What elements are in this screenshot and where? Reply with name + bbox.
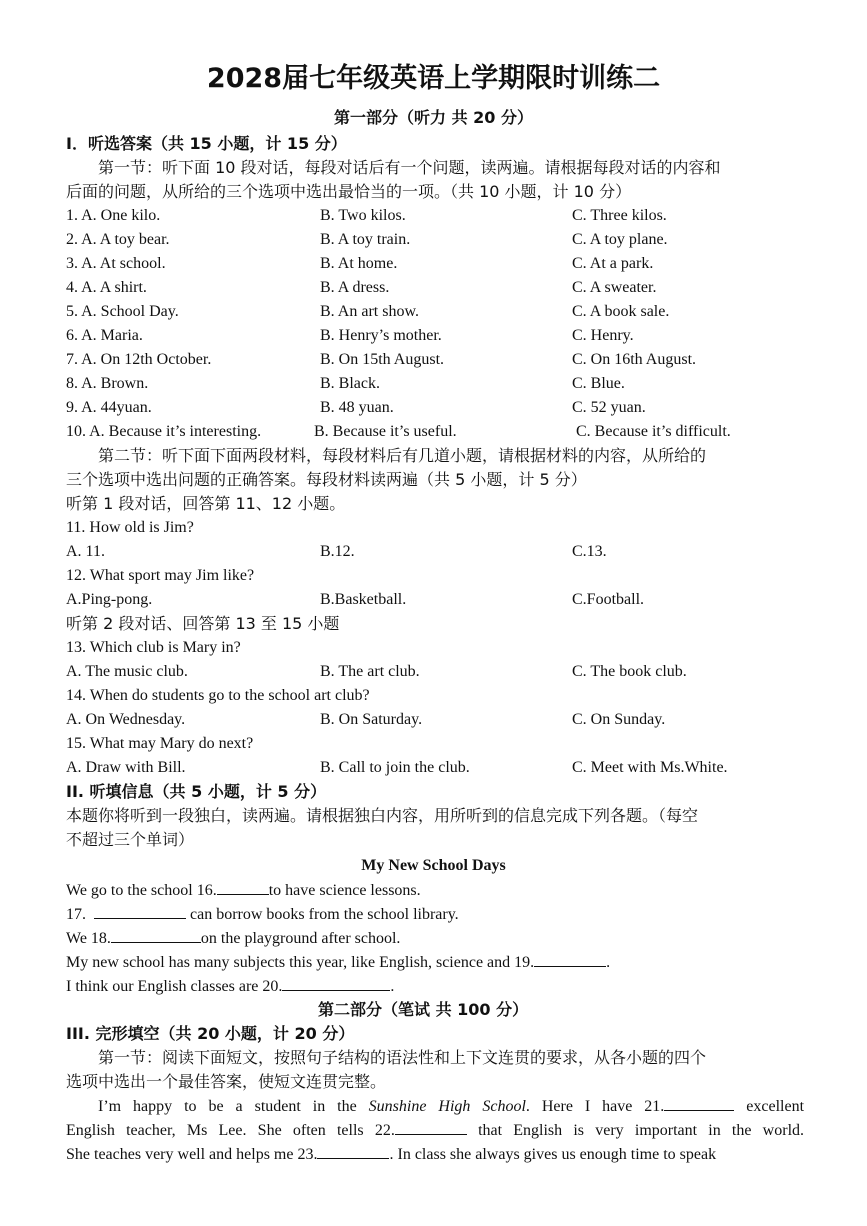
cloze-text: I’m happy to be a student in the	[98, 1098, 357, 1115]
option-b: B. Because it’s useful.	[314, 423, 457, 440]
section-i-part1-intro-1: 第一节：听下面 10 段对话，每段对话后有一个问题，读两遍。请根据每段对话的内容和	[98, 158, 721, 177]
option-b: B. A dress.	[320, 279, 390, 296]
option-c: C. 52 yuan.	[572, 399, 646, 416]
passage-title: My New School Days	[361, 857, 506, 874]
option-a: A. Draw with Bill.	[66, 759, 186, 776]
option-c: C. A toy plane.	[572, 231, 668, 248]
question-12: 12. What sport may Jim like?	[66, 567, 255, 584]
option-a: 8. A. Brown.	[66, 375, 149, 392]
option-c: C.13.	[572, 543, 607, 560]
option-c: C. Blue.	[572, 375, 625, 392]
section-iii-intro-1: 第一节：阅读下面短文，按照句子结构的语法性和上下文连贯的要求，从各小题的四个	[98, 1048, 707, 1067]
section-ii-intro-2: 不超过三个单词）	[66, 830, 195, 849]
fill-19-post: .	[606, 954, 611, 971]
section-ii-heading: II. 听填信息（共 5 小题，计 5 分）	[66, 782, 327, 801]
option-c: C. Three kilos.	[572, 207, 667, 224]
option-a: A. On Wednesday.	[66, 711, 186, 728]
answer-blank-23[interactable]	[317, 1144, 389, 1159]
option-b: B. On 15th August.	[320, 351, 445, 368]
fill-17-post: can borrow books from the school library.	[190, 906, 459, 923]
cloze-line-1	[66, 1096, 804, 1117]
question-11: 11. How old is Jim?	[66, 519, 194, 536]
cloze-line-3	[66, 1144, 804, 1165]
cloze-text: She teaches very well and helps me 23.	[66, 1146, 318, 1163]
question-13: 13. Which club is Mary in?	[66, 639, 241, 656]
option-c: C. At a park.	[572, 255, 654, 272]
section-iii-heading: III. 完形填空（共 20 小题，计 20 分）	[66, 1024, 355, 1043]
part2-header: 第二部分（笔试 共 100 分）	[318, 1000, 529, 1019]
option-c: C. A book sale.	[572, 303, 670, 320]
answer-blank-16[interactable]	[217, 880, 269, 895]
option-a: A. 11.	[66, 543, 105, 560]
fill-20	[66, 976, 394, 997]
cloze-line-2	[66, 1120, 804, 1141]
answer-blank-17[interactable]	[94, 904, 186, 919]
option-c: C. Meet with Ms.White.	[572, 759, 728, 776]
option-b: B.12.	[320, 543, 355, 560]
fill-20-pre: I think our English classes are 20.	[66, 978, 283, 995]
option-c: C.Football.	[572, 591, 645, 608]
cloze-text: English teacher, Ms Lee. She often tells 22.	[66, 1122, 395, 1139]
option-b: B. The art club.	[320, 663, 420, 680]
option-a: 5. A. School Day.	[66, 303, 179, 320]
answer-blank-21[interactable]	[664, 1096, 734, 1111]
fill-19	[66, 952, 610, 973]
fill-20-post: .	[390, 978, 395, 995]
segment-1-label: 听第 1 段对话，回答第 11、12 小题。	[66, 494, 346, 513]
option-b: B. Two kilos.	[320, 207, 406, 224]
fill-17-pre: 17.	[66, 906, 86, 923]
option-b: B. At home.	[320, 255, 398, 272]
option-a: 6. A. Maria.	[66, 327, 143, 344]
option-a: 2. A. A toy bear.	[66, 231, 170, 248]
section-i-heading: I．听选答案（共 15 小题，计 15 分）	[66, 134, 347, 153]
fill-16-pre: We go to the school 16.	[66, 882, 217, 899]
option-a: A.Ping-pong.	[66, 591, 153, 608]
section-i-part2-intro-1: 第二节：听下面下面两段材料，每段材料后有几道小题，请根据材料的内容，从所给的	[98, 446, 707, 465]
option-a: 9. A. 44yuan.	[66, 399, 152, 416]
answer-blank-19[interactable]	[534, 952, 606, 967]
option-b: B.Basketball.	[320, 591, 407, 608]
option-a: A. The music club.	[66, 663, 188, 680]
option-c: C. On 16th August.	[572, 351, 697, 368]
option-b: B. Black.	[320, 375, 380, 392]
fill-17	[66, 904, 459, 925]
answer-blank-20[interactable]	[282, 976, 390, 991]
section-ii-intro-1: 本题你将听到一段独白，读两遍。请根据独白内容，用所听到的信息完成下列各题。（每空	[66, 806, 699, 825]
section-i-part1-intro-2: 后面的问题，从所给的三个选项中选出最恰当的一项。（共 10 小题，计 10 分）	[66, 182, 632, 201]
answer-blank-22[interactable]	[395, 1120, 467, 1135]
option-c: C. On Sunday.	[572, 711, 666, 728]
option-a: 7. A. On 12th October.	[66, 351, 212, 368]
fill-18-post: on the playground after school.	[200, 930, 401, 947]
fill-16-post: to have science lessons.	[268, 882, 421, 899]
fill-16	[66, 880, 421, 901]
option-b: B. Henry’s mother.	[320, 327, 442, 344]
cloze-text: excellent	[746, 1098, 805, 1115]
option-c: C. A sweater.	[572, 279, 657, 296]
option-b: B. On Saturday.	[320, 711, 423, 728]
question-15: 15. What may Mary do next?	[66, 735, 254, 752]
answer-blank-18[interactable]	[111, 928, 201, 943]
section-iii-intro-2: 选项中选出一个最佳答案，使短文连贯完整。	[66, 1072, 387, 1091]
fill-19-pre: My new school has many subjects this year, like English, science and 19.	[66, 954, 535, 971]
cloze-text: that English is very important in the world.	[478, 1122, 805, 1139]
option-a: 1. A. One kilo.	[66, 207, 161, 224]
option-c: C. Henry.	[572, 327, 634, 344]
page-title: 2028届七年级英语上学期限时训练二	[206, 63, 661, 94]
cloze-text: . In class she always gives us enough time to speak	[389, 1146, 717, 1163]
option-c: C. Because it’s difficult.	[576, 423, 731, 440]
section-i-part2-intro-2: 三个选项中选出问题的正确答案。每段材料读两遍（共 5 小题，计 5 分）	[66, 470, 587, 489]
fill-18-pre: We 18.	[66, 930, 111, 947]
segment-2-label: 听第 2 段对话、回答第 13 至 15 小题	[66, 614, 340, 633]
option-a: 4. A. A shirt.	[66, 279, 147, 296]
option-b: B. 48 yuan.	[320, 399, 394, 416]
school-name: Sunshine High School	[368, 1098, 526, 1115]
part1-header: 第一部分（听力 共 20 分）	[334, 108, 533, 127]
option-a: 3. A. At school.	[66, 255, 166, 272]
option-b: B. A toy train.	[320, 231, 411, 248]
option-b: B. An art show.	[320, 303, 419, 320]
option-a: 10. A. Because it’s interesting.	[66, 423, 262, 440]
question-14: 14. When do students go to the school art club?	[66, 687, 370, 704]
option-c: C. The book club.	[572, 663, 687, 680]
cloze-text: . Here I have 21.	[525, 1098, 665, 1115]
fill-18	[66, 928, 400, 949]
option-b: B. Call to join the club.	[320, 759, 470, 776]
